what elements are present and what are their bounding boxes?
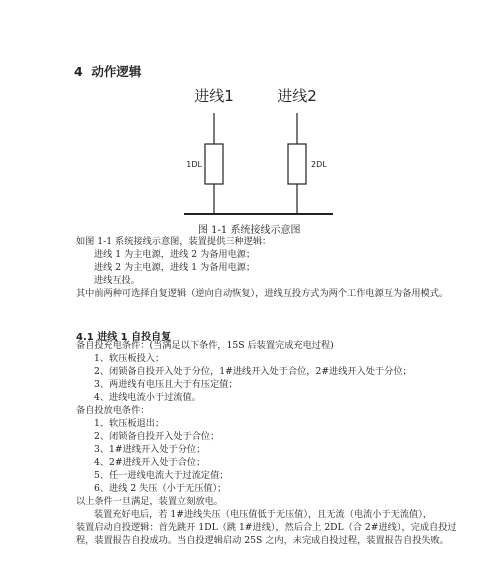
body-line: 5、任一进线电流大于过流定值； bbox=[94, 470, 229, 481]
line1-label: 进线1 bbox=[194, 87, 234, 105]
body-line: 6、进线 2 失压（小于无压值）； bbox=[94, 483, 227, 494]
breaker2-label: 2DL bbox=[311, 160, 327, 169]
body-line: 1、软压板投入； bbox=[94, 353, 165, 364]
body-line: 以上条件一旦满足，装置立刻放电。 bbox=[76, 496, 223, 507]
subsection-heading: 4.1 进线 1 自投自复 bbox=[76, 332, 172, 343]
body-line: 4、2#进线开入处于合位； bbox=[94, 457, 206, 468]
figure-caption: 图 1-1 系统接线示意图 bbox=[198, 225, 301, 236]
body-line: 装置启动自投逻辑：首先跳开 1DL（跳 1#进线），然后合上 2DL（合 2#进线），完成自投过 bbox=[76, 522, 457, 533]
intro-line: 进线互投。 bbox=[94, 275, 140, 286]
body-line: 3、1#进线开入处于分位； bbox=[94, 444, 206, 455]
breaker1-label: 1DL bbox=[186, 160, 202, 169]
section-title: 动作逻辑 bbox=[91, 64, 142, 79]
body-line: 3、两进线有电压且大于有压定值； bbox=[94, 379, 238, 390]
body-line: 2、闭锁备自投开入处于合位； bbox=[94, 431, 220, 442]
wiring-diagram bbox=[0, 0, 500, 240]
intro-line: 进线 1 为主电源，进线 2 为备用电源； bbox=[94, 249, 256, 260]
breaker-2dl bbox=[288, 144, 306, 184]
body-line: 1、软压板退出； bbox=[94, 418, 165, 429]
body-line: 备自投放电条件： bbox=[76, 405, 150, 416]
breaker-1dl bbox=[205, 144, 223, 184]
line2-label: 进线2 bbox=[277, 87, 317, 105]
intro-line: 其中前两种可选择自复逻辑（逆向自动恢复），进线互投方式为两个工作电源互为备用模式。 bbox=[76, 288, 449, 299]
body-line: 程，装置报告自投成功。当自投逻辑启动 25S 之内，未完成自投过程，装置报告自投失败。 bbox=[76, 535, 449, 546]
body-line: 备自投充电条件：(当满足以下条件，15S 后装置完成充电过程) bbox=[76, 340, 334, 351]
section-number: 4 bbox=[74, 64, 83, 79]
body-line: 2、闭锁备自投开入处于分位，1#进线开入处于合位，2#进线开入处于分位； bbox=[94, 366, 412, 377]
body-line: 装置充好电后，若 1#进线失压（电压值低于无压值），且无流（电流小于无流值）， bbox=[94, 509, 433, 520]
intro-line: 如图 1-1 系统接线示意图，装置提供三种逻辑： bbox=[76, 236, 272, 247]
intro-line: 进线 2 为主电源，进线 1 为备用电源； bbox=[94, 262, 256, 273]
body-line: 4、进线电流小于过流值。 bbox=[94, 392, 201, 403]
